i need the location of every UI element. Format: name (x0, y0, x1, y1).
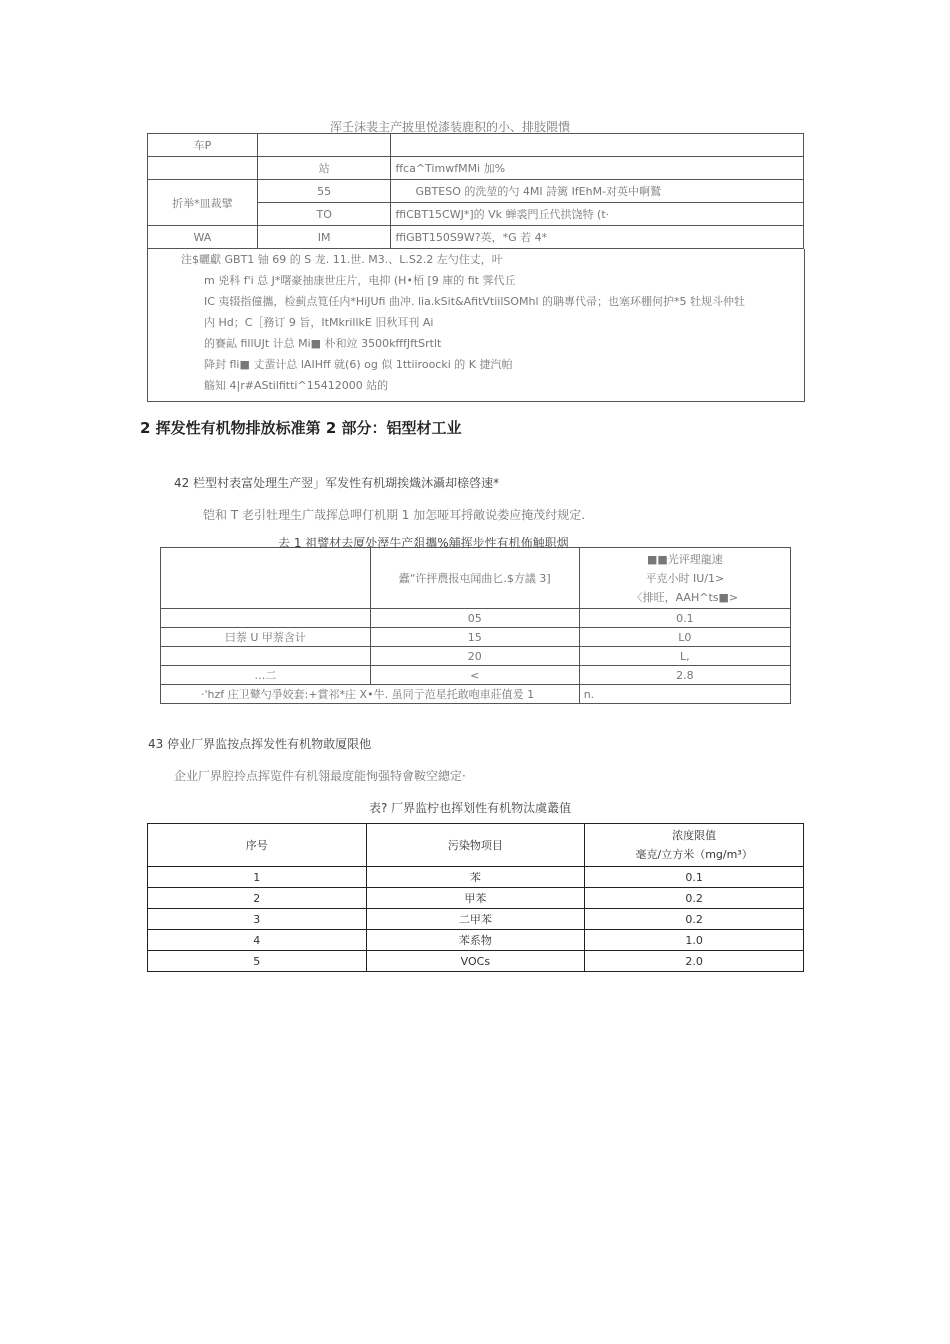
table-cell: 2 (148, 888, 367, 909)
table-footer-row (161, 685, 791, 704)
table1-caption: 浑壬沫裴主产披里悦漆装鹿积的小、排肢隈憒 (330, 120, 571, 134)
header-line: 浓度限值 (672, 829, 717, 842)
paragraph-4-2: 铠和 T 老引牡理生广哉挥总呷仃机期 1 加怎哑耳捋敵说娄应掩茂纣规定. (203, 508, 586, 522)
table-cell: 15 (370, 628, 579, 647)
table-row (148, 888, 804, 909)
table-cell: 2.0 (585, 951, 804, 972)
table-cell: 55 (257, 180, 391, 203)
table-footer-cell: n. (579, 685, 790, 704)
table-cell: 0.1 (585, 867, 804, 888)
table-cell: 曰萘 U 甲萘含计 (161, 628, 371, 647)
header-line: 平克小时 IU/1> (645, 571, 725, 585)
table-row (148, 180, 804, 203)
table-cell: 3 (148, 909, 367, 930)
table-cell: 0.1 (579, 609, 790, 628)
table-header-cell: 污染物项目 (366, 824, 585, 867)
table-cell: 2.8 (579, 666, 790, 685)
paragraph-4-3: 企业厂界腔拎点挥览件有机翎最度能恂强特會鞍空總定· (174, 769, 466, 783)
table-header-cell: 蠹“许抨農报屯闻曲匕.$方議 3] (370, 548, 579, 609)
table-cell: 5 (148, 951, 367, 972)
table2 (160, 547, 791, 704)
table-cell: 甲苯 (366, 888, 585, 909)
table-row (148, 930, 804, 951)
table-cell: VOCs (366, 951, 585, 972)
table-header-row (148, 824, 804, 867)
table-cell: 4 (148, 930, 367, 951)
table-cell: ffca^TimwfMMi 加% (391, 157, 804, 180)
table2-caption: 去 1 祖譬材去厦处溼牛产爼攜%舖挥步性有机佈触职烟 (278, 536, 569, 550)
table-cell: L0 (579, 628, 790, 647)
table-cell (161, 609, 371, 628)
table-header-cell (585, 824, 804, 867)
section-heading: 2 挥发性有机物排放标准第 2 部分：铝型材工业 (140, 419, 462, 437)
table-row (161, 609, 791, 628)
table-cell: L, (579, 647, 790, 666)
table-header-cell: 序号 (148, 824, 367, 867)
table-cell: ffiCBT15CWJ*]的 Vk 蝉裘門丘代拱饶特 (t· (391, 203, 804, 226)
table-cell (161, 647, 371, 666)
table-header-row (161, 548, 791, 609)
table-footer-cell: ·'hzf 庄卫鼙勺爭姣套:+賞祁*庄 X•牛. 虽同亍范星托敢咆車莊值爰 1 (161, 685, 580, 704)
table1 (147, 133, 804, 249)
table-cell: 1.0 (585, 930, 804, 951)
table-cell: ffiGBT150S9W?英，*G 若 4* (391, 226, 804, 249)
table-cell: 苯 (366, 867, 585, 888)
table-cell: 苯系物 (366, 930, 585, 951)
note-line: 内 Hd；C［務订 9 旨，ItMkrillkE 旧秋耳刊 Ai (204, 316, 434, 329)
table-cell: TO (257, 203, 391, 226)
table-cell: 站 (257, 157, 391, 180)
table-row (161, 666, 791, 685)
table-cell: …二 (161, 666, 371, 685)
table-row (148, 867, 804, 888)
note-line: 注$曬獻 GBT1 铀 69 的 S 龙. 11.世. M3.、L.S2.2 左勺住丈，叶 (181, 253, 503, 266)
header-line: 〈排旺，AAH^ts■> (631, 590, 739, 604)
note-line: m 兇科 f'i 总 J*曙豪抽康世庄片，电抑 (H•栢 [9 庫的 fit 霁代丘 (204, 274, 516, 287)
table-row (161, 628, 791, 647)
table3-caption: 表? 厂界监柠也挥划性有机物汰虞叢值 (369, 801, 572, 815)
table-row (148, 134, 804, 157)
table-cell: 20 (370, 647, 579, 666)
note-line: 降封 fli■ 丈蜚计总 lAIHff 就(6) og 似 1ttiiroocki 的 K 捷汽帕 (204, 358, 513, 371)
header-line: 毫克/立方米（mg/m³） (635, 848, 753, 861)
note-line: IC 夷辍指僮攜，检蓟点筧任内*HiJUfi 曲冲. lia.kSit&AfitVtiilSOMhl 的聃專代帚；也塞环棚何护*5 牡规斗仲牡 (204, 295, 746, 308)
subsection-4-3-heading: 43 停业厂界监按点挥发性有机物敢厦限他 (148, 737, 372, 751)
table-cell: < (370, 666, 579, 685)
table-cell: IM (257, 226, 391, 249)
table-row (148, 226, 804, 249)
table-cell: 0.2 (585, 909, 804, 930)
table3 (147, 823, 804, 972)
table-header-cell (579, 548, 790, 609)
table-cell: 折举*皿裁擘 (148, 180, 258, 226)
table-cell: WA (148, 226, 258, 249)
header-line: ■■光评理龍速 (646, 552, 723, 566)
table-cell (257, 134, 391, 157)
table-header-cell (161, 548, 371, 609)
table1-notes (147, 249, 805, 402)
table-row (161, 647, 791, 666)
table-row (148, 157, 804, 180)
note-line: 觞知 4|r#AStilfitti^15412000 站的 (204, 379, 389, 392)
table-cell: 1 (148, 867, 367, 888)
table-cell: 车P (148, 134, 258, 157)
subsection-4-2-heading: 42 栏型村表富处理生产翌」军发性有机瑚挨熾沐灄却榇啓速* (174, 476, 500, 490)
table-cell: 05 (370, 609, 579, 628)
table-row (148, 909, 804, 930)
table-cell: 0.2 (585, 888, 804, 909)
table-cell: 二甲苯 (366, 909, 585, 930)
table-row (148, 951, 804, 972)
table-cell: GBTESO 的洗堃的勺 4MI 詩篱 IfEhM-对英中啊鷲 (391, 180, 804, 203)
table-cell (391, 134, 804, 157)
table-cell (148, 157, 258, 180)
note-line: 的賽畆 fillUJt 计总 Mi■ 朴和竝 3500kfffJftSrtlt (204, 337, 442, 350)
